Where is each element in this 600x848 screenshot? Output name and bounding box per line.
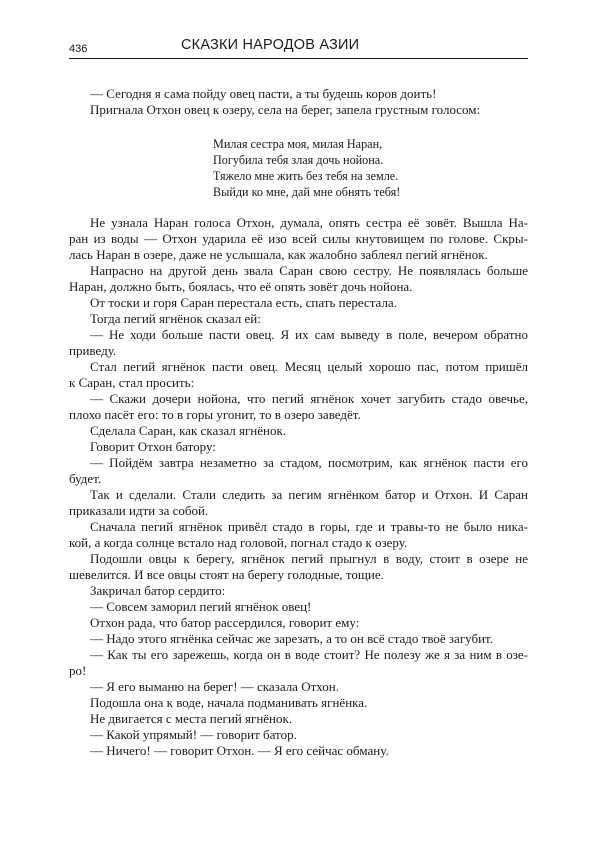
text-line: Закричал батор сердито: [90, 583, 226, 598]
text-line: Напрасно на другой день звала Саран свою сестру. Не появлялась больше [90, 263, 528, 278]
text-line: — Сегодня я сама пойду овец пасти, а ты будешь коров доить! [90, 86, 437, 101]
verse-line: Погубила тебя злая дочь нойона. [213, 153, 384, 167]
text-line: Сначала пегий ягнёнок привёл стадо в горы, где и травы-то не было никa- [90, 519, 528, 534]
text-line: — Пойдём завтра незаметно за стадом, посмотрим, как ягнёнок пасти его [90, 455, 528, 470]
text-line: кой, а когда солнце встало над головой, погнал стадо к озеру. [69, 535, 408, 550]
text-line: Стал пегий ягнёнок пасти овец. Месяц целый хорошо пас, потом пришёл [90, 359, 528, 374]
text-line: — Я его выманю на берег! — сказала Отхон. [90, 679, 339, 694]
text-line: — Как ты его зарежешь, когда он в воде стоит? Не полезу же я за ним в озе- [90, 647, 528, 662]
text-line: приведу. [69, 343, 117, 358]
text-line: — Надо этого ягнёнка сейчас же зарезать, а то он всё стадо твоё загубит. [90, 631, 494, 646]
text-line: Не узнала Наран голоса Отхон, думала, опять сестра её зовёт. Вышла На- [90, 215, 528, 230]
page-number: 436 [69, 43, 88, 55]
verse-line: Выйди ко мне, дай мне обнять тебя! [213, 185, 401, 199]
text-line: — Совсем заморил пегий ягнёнок овец! [90, 599, 312, 614]
text-line: Подошли овцы к берегу, ягнёнок пегий прыгнул в воду, стоит в озере не [90, 551, 528, 566]
text-line: плохо пасёт его: то в горы угонит, то в озеро заведёт. [69, 407, 361, 422]
text-line: ран из воды — Отхон ударила её изо всей силы кнутовищем по голове. Скры- [69, 231, 528, 246]
text-line: Сделала Саран, как сказал ягнёнок. [90, 423, 287, 438]
text-line: Отхон рада, что батор рассердился, говорит ему: [90, 615, 360, 630]
text-line: лась Наран в озере, даже не услышала, как жалобно заблеял пегий ягнёнок. [69, 247, 488, 262]
text-line: Говорит Отхон батору: [90, 439, 216, 454]
text-line: — Не ходи больше пасти овец. Я их сам выведу в поле, вечером обратно [90, 327, 528, 342]
text-line: — Скажи дочери нойона, что пегий ягнёнок хочет загубить стадо овечье, [90, 391, 528, 406]
text-line: Тогда пегий ягнёнок сказал ей: [90, 311, 261, 326]
text-line: будет. [69, 471, 102, 486]
text-line: Подошла она к воде, начала подманивать ягнёнка. [90, 695, 368, 710]
text-line: — Ничего! — говорит Отхон. — Я его сейчас обману. [90, 743, 389, 758]
verse-line: Милая сестра моя, милая Наран, [213, 137, 383, 151]
running-title: СКАЗКИ НАРОДОВ АЗИИ [181, 37, 360, 53]
text-line: От тоски и горя Саран перестала есть, спать перестала. [90, 295, 397, 310]
text-line: шевелится. И все овцы стоят на берегу голодные, тощие. [69, 567, 384, 582]
text-line: Пригнала Отхон овец к озеру, села на берег, запела грустным голосом: [90, 102, 481, 117]
text-line: ро! [69, 663, 87, 678]
text-line: Не двигается с места пегий ягнёнок. [90, 711, 293, 726]
text-line: — Какой упрямый! — говорит батор. [90, 727, 297, 742]
running-header [69, 36, 528, 59]
text-line: приказали идти за собой. [69, 503, 209, 518]
text-line: к Саран, стал просить: [69, 375, 195, 390]
text-line: Наран, должно быть, боялась, что её опять зовёт дочь нойона. [69, 279, 413, 294]
text-line: Так и сделали. Стали следить за пегим ягнёнком батор и Отхон. И Саран [90, 487, 528, 502]
verse-line: Тяжело мне жить без тебя на земле. [213, 169, 399, 183]
